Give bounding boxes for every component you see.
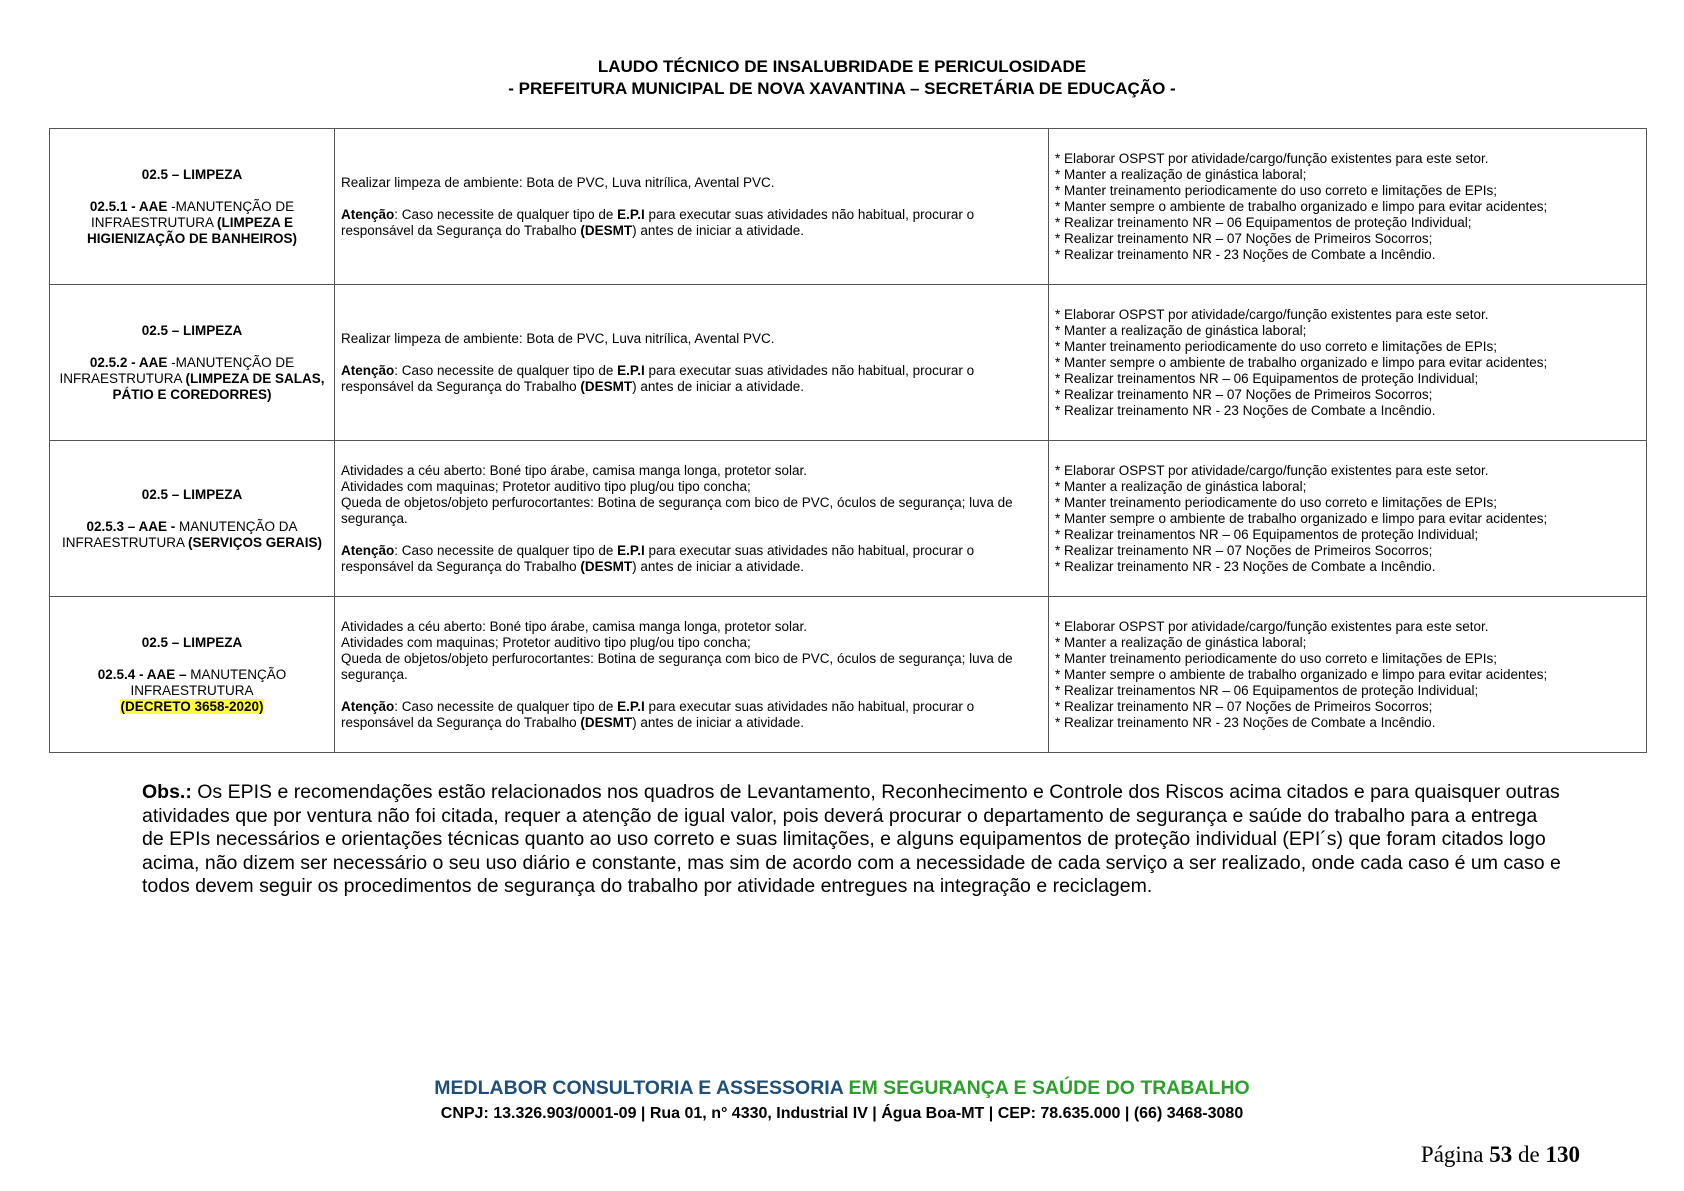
recommendation: * Elaborar OSPST por atividade/cargo/função existentes para este setor. bbox=[1055, 618, 1489, 634]
attention-note: Atenção: Caso necessite de qualquer tipo de E.P.I para executar suas atividades não habitual, procurar o responsável da Segurança do Trabalho (DESMT) antes de iniciar a atividade. bbox=[341, 362, 975, 394]
recommendation: * Realizar treinamento NR - 23 Noções de Combate a Incêndio. bbox=[1055, 558, 1436, 574]
recommendation: * Realizar treinamento NR – 07 Noções de Primeiros Socorros; bbox=[1055, 386, 1433, 402]
recommendation: * Realizar treinamento NR - 23 Noções de Combate a Incêndio. bbox=[1055, 714, 1436, 730]
attention-note: Atenção: Caso necessite de qualquer tipo de E.P.I para executar suas atividades não habitual, procurar o responsável da Segurança do Trabalho (DESMT) antes de iniciar a atividade. bbox=[341, 542, 975, 574]
table-row bbox=[50, 441, 1647, 597]
table-row bbox=[50, 597, 1647, 753]
recommendation: * Manter treinamento periodicamente do uso correto e limitações de EPIs; bbox=[1055, 182, 1497, 198]
sector-cell bbox=[50, 129, 335, 285]
recommendation: * Manter a realização de ginástica laboral; bbox=[1055, 322, 1307, 338]
recommendation: * Realizar treinamentos NR – 06 Equipamentos de proteção Individual; bbox=[1055, 682, 1479, 698]
epi-line: Atividades a céu aberto: Boné tipo árabe, camisa manga longa, protetor solar. bbox=[341, 618, 808, 634]
recommendations-cell bbox=[1049, 285, 1647, 441]
attention-note: Atenção: Caso necessite de qualquer tipo de E.P.I para executar suas atividades não habitual, procurar o responsável da Segurança do Trabalho (DESMT) antes de iniciar a atividade. bbox=[341, 206, 975, 238]
epi-cell bbox=[335, 441, 1049, 597]
recommendation: * Realizar treinamento NR - 23 Noções de Combate a Incêndio. bbox=[1055, 402, 1436, 418]
epi-cell bbox=[335, 285, 1049, 441]
document-header bbox=[0, 56, 1684, 100]
role-name: 02.5.3 – AAE - MANUTENÇÃO DA INFRAESTRUTURA (SERVIÇOS GERAIS) bbox=[61, 518, 323, 550]
recommendation: * Manter a realização de ginástica laboral; bbox=[1055, 634, 1307, 650]
epi-cell bbox=[335, 129, 1049, 285]
observation-paragraph bbox=[142, 781, 1562, 899]
recommendation: * Manter sempre o ambiente de trabalho organizado e limpo para evitar acidentes; bbox=[1055, 666, 1548, 682]
recommendation: * Manter a realização de ginástica laboral; bbox=[1055, 478, 1307, 494]
table-row bbox=[50, 285, 1647, 441]
recommendations-cell bbox=[1049, 441, 1647, 597]
company-name: MEDLABOR CONSULTORIA E ASSESSORIA EM SEGURANÇA E SAÚDE DO TRABALHO bbox=[434, 1077, 1250, 1099]
document-subtitle: - PREFEITURA MUNICIPAL DE NOVA XAVANTINA – SECRETÁRIA DE EDUCAÇÃO - bbox=[508, 79, 1176, 98]
recommendation: * Elaborar OSPST por atividade/cargo/função existentes para este setor. bbox=[1055, 150, 1489, 166]
observation-label: Obs.: bbox=[142, 781, 192, 803]
recommendations-cell bbox=[1049, 597, 1647, 753]
sector-name: 02.5 – LIMPEZA bbox=[141, 634, 243, 650]
recommendation: * Manter sempre o ambiente de trabalho organizado e limpo para evitar acidentes; bbox=[1055, 354, 1548, 370]
sector-cell bbox=[50, 597, 335, 753]
document-title: LAUDO TÉCNICO DE INSALUBRIDADE E PERICULOSIDADE bbox=[597, 57, 1087, 76]
recommendation: * Manter treinamento periodicamente do uso correto e limitações de EPIs; bbox=[1055, 338, 1497, 354]
role-name: 02.5.2 - AAE -MANUTENÇÃO DE INFRAESTRUTURA (LIMPEZA DE SALAS, PÁTIO E COREDORRES) bbox=[59, 354, 325, 402]
recommendation: * Elaborar OSPST por atividade/cargo/função existentes para este setor. bbox=[1055, 306, 1489, 322]
sector-name: 02.5 – LIMPEZA bbox=[141, 166, 243, 182]
epi-line: Atividades a céu aberto: Boné tipo árabe, camisa manga longa, protetor solar. bbox=[341, 462, 808, 478]
recommendation: * Manter sempre o ambiente de trabalho organizado e limpo para evitar acidentes; bbox=[1055, 510, 1548, 526]
recommendation: * Realizar treinamentos NR – 06 Equipamentos de proteção Individual; bbox=[1055, 370, 1479, 386]
recommendation: * Manter sempre o ambiente de trabalho organizado e limpo para evitar acidentes; bbox=[1055, 198, 1548, 214]
sector-cell bbox=[50, 285, 335, 441]
recommendation: * Realizar treinamentos NR – 06 Equipamentos de proteção Individual; bbox=[1055, 526, 1479, 542]
epi-line: Queda de objetos/objeto perfurocortantes: Botina de segurança com bico de PVC, óculos de segurança; luva de segurança. bbox=[341, 494, 1013, 526]
recommendation: * Elaborar OSPST por atividade/cargo/função existentes para este setor. bbox=[1055, 462, 1489, 478]
epi-line: Realizar limpeza de ambiente: Bota de PVC, Luva nitrílica, Avental PVC. bbox=[341, 330, 775, 346]
company-contact: CNPJ: 13.326.903/0001-09 | Rua 01, n° 4330, Industrial IV | Água Boa-MT | CEP: 78.635.000 | (66) 3468-3080 bbox=[440, 1105, 1244, 1122]
recommendation: * Realizar treinamento NR – 06 Equipamentos de proteção Individual; bbox=[1055, 214, 1472, 230]
epi-line: Atividades com maquinas; Protetor auditivo tipo plug/ou tipo concha; bbox=[341, 634, 751, 650]
table-row bbox=[50, 129, 1647, 285]
attention-note: Atenção: Caso necessite de qualquer tipo de E.P.I para executar suas atividades não habitual, procurar o responsável da Segurança do Trabalho (DESMT) antes de iniciar a atividade. bbox=[341, 698, 975, 730]
decree-highlight: (DECRETO 3658-2020) bbox=[120, 698, 264, 714]
role-name: 02.5.1 - AAE -MANUTENÇÃO DE INFRAESTRUTURA (LIMPEZA E HIGIENIZAÇÃO DE BANHEIROS) bbox=[86, 198, 297, 246]
sector-name: 02.5 – LIMPEZA bbox=[141, 486, 243, 502]
recommendation: * Realizar treinamento NR – 07 Noções de Primeiros Socorros; bbox=[1055, 230, 1433, 246]
sector-name: 02.5 – LIMPEZA bbox=[141, 322, 243, 338]
role-name: 02.5.4 - AAE – MANUTENÇÃO INFRAESTRUTURA bbox=[97, 666, 287, 698]
recommendation: * Manter a realização de ginástica laboral; bbox=[1055, 166, 1307, 182]
observation-text: Os EPIS e recomendações estão relacionados nos quadros de Levantamento, Reconhecimento e Controle dos Riscos acima citados e para quaisquer outras atividades que por ventura não foi citada, requer a atenção de igual valor, pois deverá procurar o departamento de segurança e saúde do trabalho para a entrega de EPIs necessários e orientações técnicas quanto ao uso correto e suas limitações, e alguns equipamentos de proteção individual (EPI´s) que foram citados logo acima, não dizem ser necessário o seu uso diário e constante, mas sim de acordo com a necessidade de cada serviço a ser realizado, onde cada caso é um caso e todos devem seguir os procedimentos de segurança do trabalho por atividade entregues na integração e reciclagem. bbox=[142, 781, 1561, 897]
epi-line: Queda de objetos/objeto perfurocortantes: Botina de segurança com bico de PVC, óculos de segurança; luva de segurança. bbox=[341, 650, 1013, 682]
epi-cell bbox=[335, 597, 1049, 753]
recommendations-cell bbox=[1049, 129, 1647, 285]
recommendation: * Manter treinamento periodicamente do uso correto e limitações de EPIs; bbox=[1055, 650, 1497, 666]
recommendation: * Realizar treinamento NR – 07 Noções de Primeiros Socorros; bbox=[1055, 542, 1433, 558]
sector-cell bbox=[50, 441, 335, 597]
recommendation: * Manter treinamento periodicamente do uso correto e limitações de EPIs; bbox=[1055, 494, 1497, 510]
recommendation: * Realizar treinamento NR – 07 Noções de Primeiros Socorros; bbox=[1055, 698, 1433, 714]
epi-line: Realizar limpeza de ambiente: Bota de PVC, Luva nitrílica, Avental PVC. bbox=[341, 174, 775, 190]
page-number: Página 53 de 130 bbox=[1420, 1142, 1580, 1167]
recommendation: * Realizar treinamento NR - 23 Noções de Combate a Incêndio. bbox=[1055, 246, 1436, 262]
epi-line: Atividades com maquinas; Protetor auditivo tipo plug/ou tipo concha; bbox=[341, 478, 751, 494]
page-footer bbox=[0, 1076, 1684, 1125]
epi-table bbox=[49, 128, 1647, 753]
